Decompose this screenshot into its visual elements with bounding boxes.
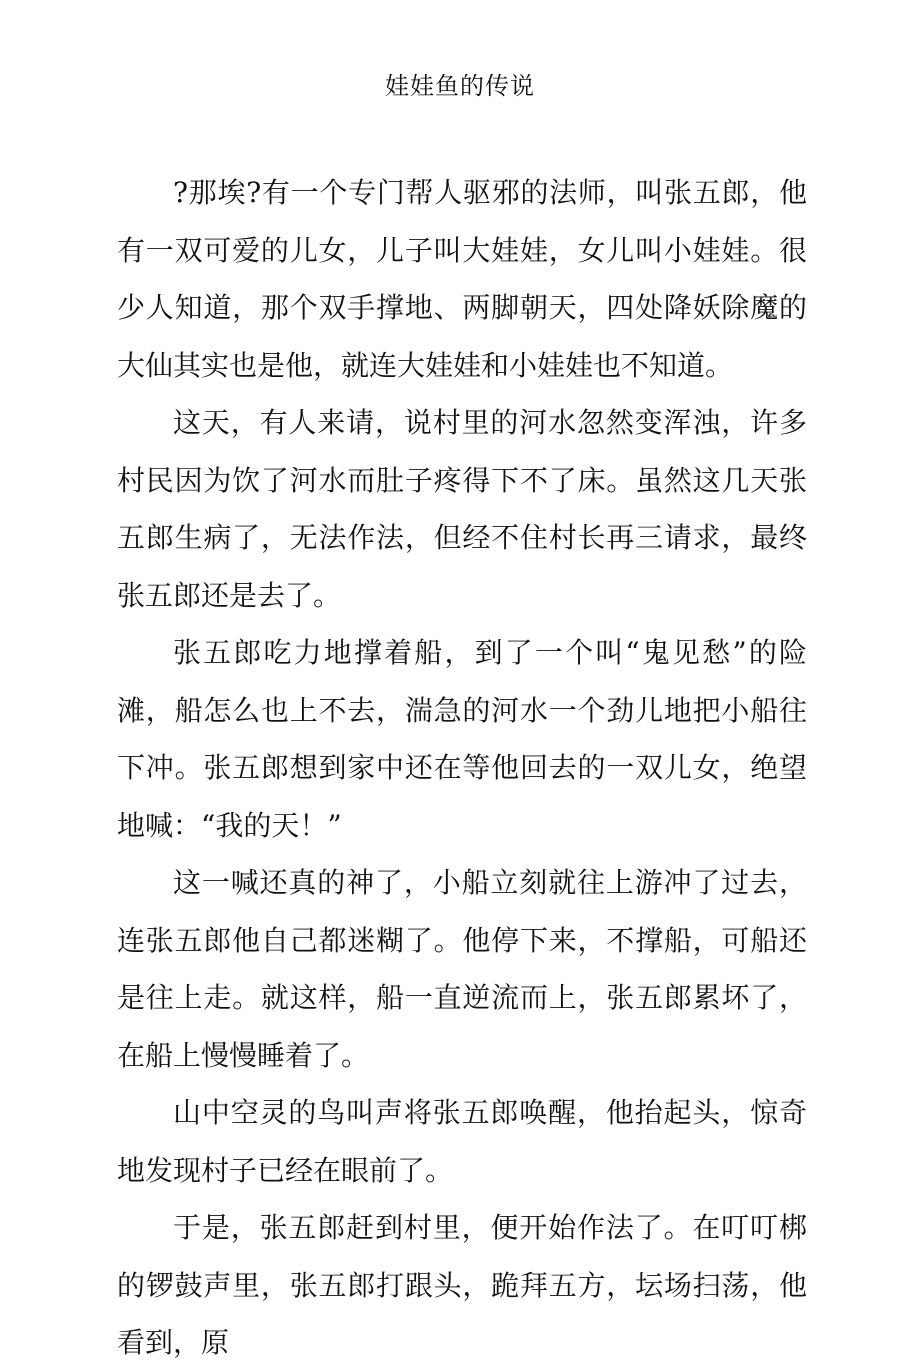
paragraph: 这一喊还真的神了，小船立刻就往上游冲了过去，连张五郎他自己都迷糊了。他停下来，不撑船，可船还是往上走。就这样，船一直逆流而上，张五郎累坏了，在船上慢慢睡着了。 [117, 866, 807, 1072]
paragraph: ?那埃?有一个专门帮人驱邪的法师，叫张五郎，他有一双可爱的儿女，儿子叫大娃娃，女儿叫小娃娃。很少人知道，那个双手撑地、两脚朝天，四处降妖除魔的大仙其实也是他，就连大娃娃和小娃娃也不知道。 [117, 176, 807, 382]
document-body [117, 164, 807, 1372]
paragraph: 于是，张五郎赶到村里，便开始作法了。在叮叮梆的锣鼓声里，张五郎打跟头，跪拜五方，坛场扫荡，他看到，原 [117, 1211, 807, 1359]
paragraph: 张五郎吃力地撑着船，到了一个叫“鬼见愁”的险滩，船怎么也上不去，湍急的河水一个劲儿地把小船往下冲。张五郎想到家中还在等他回去的一双儿女，绝望地喊：“我的天！” [117, 636, 807, 842]
paragraph: 这天，有人来请，说村里的河水忽然变浑浊，许多村民因为饮了河水而肚子疼得下不了床。虽然这几天张五郎生病了，无法作法，但经不住村长再三请求，最终张五郎还是去了。 [117, 406, 807, 612]
document-title: 娃娃鱼的传说 [385, 72, 535, 100]
paragraph: 山中空灵的鸟叫声将张五郎唤醒，他抬起头，惊奇地发现村子已经在眼前了。 [117, 1096, 807, 1187]
